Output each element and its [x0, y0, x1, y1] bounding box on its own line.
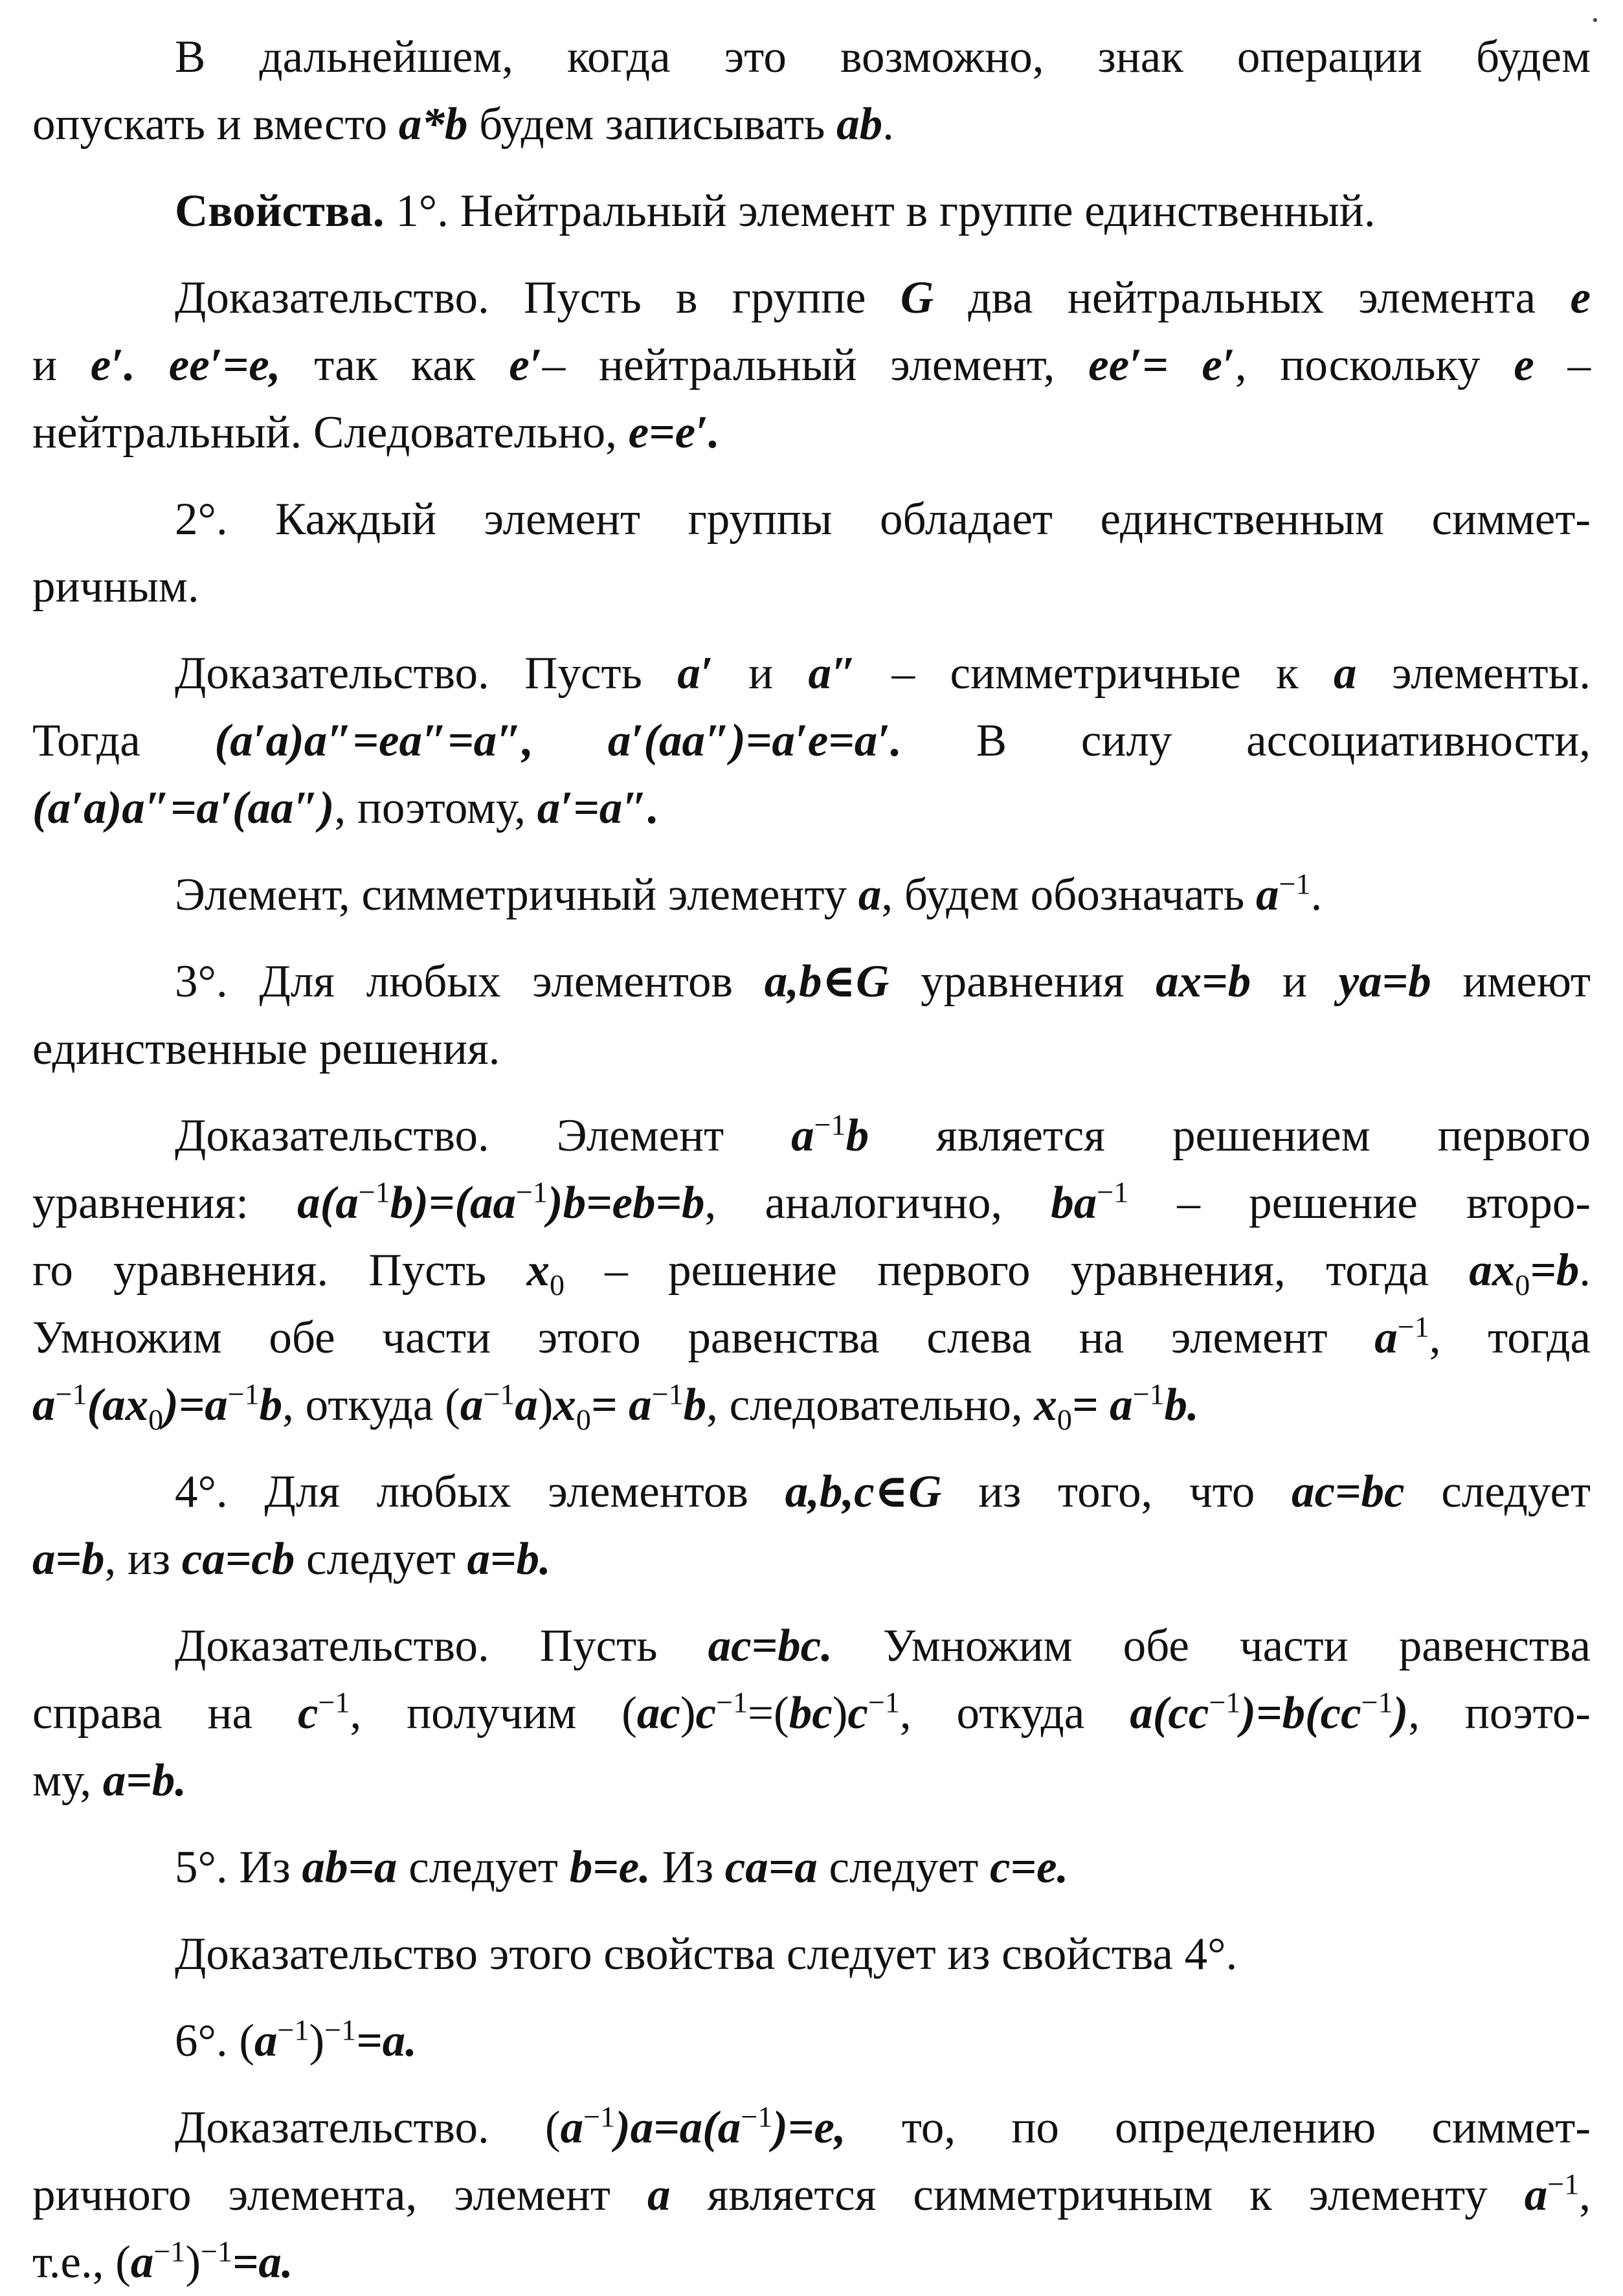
paragraph-property-6: [32, 2007, 1591, 2075]
paragraph-notation: [32, 23, 1591, 158]
paragraph-property-4: [32, 1458, 1591, 1593]
text-line: Доказательство этого свойства следует из свойства 4°.: [175, 1929, 1238, 1979]
paragraph-proof-1: [32, 264, 1591, 466]
text-line: 6°. $(a^{-1})^{-1}=a$.: [175, 2013, 417, 2066]
text-line: ричным.: [32, 561, 199, 612]
paragraph-proof-4: [32, 1612, 1591, 1814]
text-line: 4°. Для любых элементов a,b,c∈G из того, что ac=bc следует: [175, 1467, 1591, 1517]
paragraph-notation-inverse: [32, 861, 1591, 929]
text-line: му, a=b.: [32, 1755, 187, 1806]
text-line: опускать и вместо a*b будем записывать ab.: [32, 99, 894, 150]
text-line: 5°. Из ab=a следует b=e. Из ca=a следует c=e.: [175, 1842, 1069, 1893]
paragraph-property-3: [32, 948, 1591, 1083]
text-line: (a′a)a″=a′(aa″), поэтому, a′=a″.: [32, 783, 660, 833]
text-line: В дальнейшем, когда это возможно, знак операции будем: [175, 32, 1591, 82]
text-line: Доказательство. Элемент $a^{-1}b$ является решением первого: [175, 1108, 1591, 1161]
section-heading: Свойства.: [175, 186, 385, 236]
text-line: a=b, из ca=cb следует a=b.: [32, 1534, 551, 1584]
text-line: справа на $c^{-1}$, получим $(ac)c^{-1}=(bc)c^{-1}$, откуда $a(cc^{-1})=b(cc^{-1})$, поэто-: [32, 1685, 1591, 1739]
paragraph-proof-5: [32, 1920, 1591, 1988]
speck-mark: [1593, 18, 1597, 22]
text-line: Тогда (a′a)a″=ea″=a″, a′(aa″)=a′e=a′. В силу ассоциативности,: [32, 715, 1591, 766]
text-line: ричного элемента, элемент a является симметричным к элементу $a^{-1}$,: [32, 2167, 1591, 2220]
text-line: 3°. Для любых элементов a,b∈G уравнения ax=b и ya=b имеют: [175, 956, 1591, 1007]
text-line: Доказательство. Пусть ac=bc. Умножим обе части равенства: [175, 1621, 1591, 1671]
text-line: го уравнения. Пусть $x_0$ – решение первого уравнения, тогда $ax_0=b$.: [32, 1245, 1591, 1302]
text-line: Доказательство. $(a^{-1})a=a(a^{-1})=e$, то, по определению симмет-: [175, 2100, 1591, 2153]
text-line: нейтральный. Следовательно, e=e′.: [32, 407, 720, 458]
text-line: т.е., $(a^{-1})^{-1}=a$.: [32, 2234, 293, 2288]
text-line: Элемент, симметричный элементу a, будем обозначать $a^{-1}$.: [175, 867, 1323, 920]
text-line: Доказательство. Пусть a′ и a″ – симметричные к a элементы.: [175, 648, 1591, 699]
text-line: Доказательство. Пусть в группе G два нейтральных элемента e: [175, 273, 1591, 323]
paragraph-proof-6: [32, 2094, 1591, 2296]
text-line: $a^{-1}(ax_0)=a^{-1}b$, откуда $(a^{-1}a)x_0= a^{-1}b$, следовательно, $x_0= a^{-1}b$.: [32, 1377, 1199, 1437]
paragraph-proof-2: [32, 640, 1591, 842]
text-line: Умножим обе части этого равенства слева на элемент $a^{-1}$, тогда: [32, 1310, 1591, 1363]
paragraph-proof-3: [32, 1102, 1591, 1439]
text-line: единственные решения.: [32, 1024, 500, 1074]
paragraph-property-1: [32, 177, 1591, 245]
text-line: Свойства. 1°. Нейтральный элемент в группе единственный.: [175, 186, 1376, 236]
text-line: и e′. ee′=e, так как e′– нейтральный элемент, ee′= e′, поскольку e –: [32, 340, 1591, 390]
text-line: 2°. Каждый элемент группы обладает единственным симмет-: [175, 494, 1591, 545]
paragraph-property-2: [32, 486, 1591, 620]
text-line: уравнения: $a(a^{-1}b)=(aa^{-1})b=eb=b$, аналогично, $ba^{-1}$ – решение второ-: [32, 1175, 1591, 1228]
paragraph-property-5: [32, 1834, 1591, 1901]
